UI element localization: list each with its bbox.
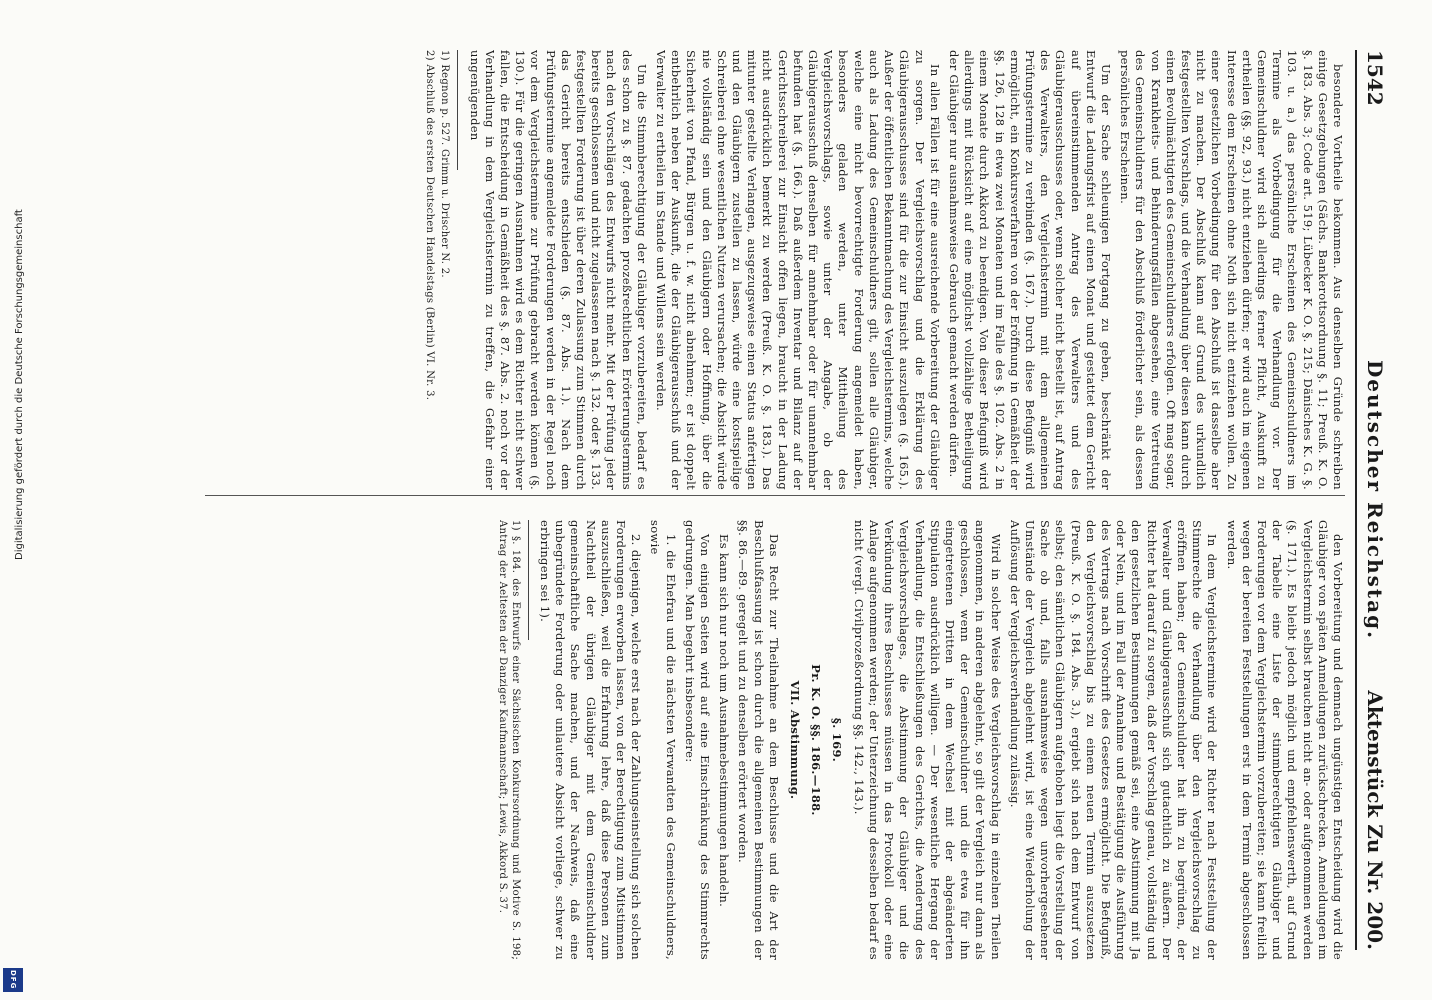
dfg-logo: DFG [3, 968, 23, 992]
footnote-divider [528, 520, 529, 640]
section-reference: Pr. K. O. §§. 186.—188. [809, 664, 824, 816]
paragraph: Das Recht zur Theilnahme an dem Beschlusse und die Art der Beschlußfassung ist schon durch die allgemeinen Bestimmungen der §§. 86.—89. geregelt und zu denselben erörtert worden. [736, 520, 781, 960]
paragraph: Um der Sache schleunigen Fortgang zu geben, beschränkt der Entwurf die Ladungsfrist auf einen Monat und gestattet dem Gericht auf übereinstimmenden Antrag des Verwalters und des Gläubigerausschusses oder, wenn solcher nicht bestellt ist, auf Antrag des Verwalters, den Vergleichstermin mit dem allgemeinen Prüfungstermine zu verbinden (§. 167.). Durch diese Befugniß wird ermöglicht, ein Konkursverfahren von der Eröffnung in Gemäßheit der §§. 126, 128 in etwa zwei Monaten und im Falle des §. 102. Abs. 2 in einem Monate durch Akkord zu beendigen. Von dieser Befugniß wird allerdings mit Rücksicht auf eine möglichst vollzählige Betheiligung der Gläubiger nur ausnahmsweise Gebrauch gemacht werden dürfen. [946, 50, 1113, 490]
paragraph: besondere Vortheile bekommen. Aus denselben Gründe schreiben einige Gesetzgebungen (Sächs. Bankerottsordnung §. 11; Preuß. K. O. §. 183. Abs. 3; Code art. 519; Lübecker K. O. §. 215; Dänisches K. G. §. 103. u. a.) das persönliche Erscheinen des Gemeinschuldners im Termine als Vorbedingung für die Verhandlung vor. Der Gemeinschuldner wird sich allerdings ferner Pflicht, Auskunft zu ertheilen (§§. 92, 93.) nicht entziehen dürfen; er wird auch im eigenen Interesse dem Erscheinen ohne Noth sich nicht entziehen wollen. Zu einer gesetzlichen Vorbedingung für den Abschluß ist dasselbe aber nicht zu machen. Der Abschluß kann auf Grund des urkundlich festgestellten Vorschlags, und die Verhandlung über diesen kann durch einen Bevollmächtigten des Gemeinschuldners erfolgen. Oft mag sogar, von Krankheits- und Behinderungsfällen abgesehen, eine Vertretung des Gemeinschuldners für den Abschluß förderlicher sein, als dessen persönliches Erscheinen. [1118, 50, 1345, 490]
list-item: 1. die Ehefrau und die nächsten Verwandten des Gemeinschuldners, sowie [648, 520, 678, 960]
digitization-note: Digitalisierung gefördert durch die Deutsche Forschungsgemeinschaft [14, 209, 25, 560]
document-reference: Aktenstück Zu Nr. 200. [1363, 690, 1387, 950]
paragraph: In dem Vergleichstermine wird der Richter nach Feststellung der Stimmrechte die Verhandlung über den Vergleichsvorschlag zu eröffnen haben; der Gemeinschuldner hat ihn zu begründen, der Verwalter und Gläubigerausschuß sich gutachtlich zu äußern. Der Richter hat darauf zu sorgen, daß der Vorschlag genau, vollständig und den gesetzlichen Bestimmungen gemäß sei, eine Abstimmung mit Ja oder Nein, und im Fall der Annahme und Bestätigung die Ausführung des Vertrags nach Vorschrift des Gesetzes ermöglicht. Die Befugniß, den Vergleichsvorschlag bis zu einem neuen Termin auszusetzen (Preuß. K. O. §. 184. Abs. 3.), ergiebt sich nach dem Entwurf von selbst; den sämtlichen Gläubigern aufgehoben liegt die Vorstellung der Sache ob und, falls ausnahmsweise wegen unvorhergesehener Umstände der Vergleich abgelehnt wird, ist eine Wiederholung der Auflösung der Vergleichsverhandlung zulässig. [1007, 520, 1220, 960]
paragraph: den Vorbereitung und demnach ungünstigen Entscheidung wird die Gläubiger von späten Anmeldungen zurückschrecken. Anmeldungen im Vergleichstermin selbst brauchen nicht an- oder aufgenommen werden (§. 171.). Es bleibt jedoch möglich und empfehlenswerth, auf Grund der Tabelle eine Liste der stimmberechtigten Gläubiger und Forderungen vor dem Vergleichstermin vorzubereiten; sie kann freilich wegen der bereiten Feststellungen erst in dem Termin abgeschlossen werden. [1224, 520, 1345, 960]
paragraph: Wird in solcher Weise des Vergleichsvorschlag in einzelnen Theilen angenommen, in anderen abgelehnt, so gilt der Vergleich nur dann als geschlossen, wenn der Gemeinschuldner und die etwa für ihn eingetretenen Dritten in dem Wechsel mit der abgeänderten Stipulation ausdrücklich willigen. — Der wesentliche Hergang der Verhandlung, die Entschließungen des Gerichts, die Aenderung des Vergleichsvorschlages, die Abstimmung der Gläubiger und die Verkündung ihres Beschlusses müssen in das Protokoll oder eine Anlage aufgenommen werden; der Unterzeichnung desselben bedarf es nicht (vergl. Civilprozeßordnung §§. 142., 143.). [851, 520, 1003, 960]
section-title: VII. Abstimmung. [788, 680, 803, 800]
page-title: Deutscher Reichstag. [1363, 359, 1387, 641]
footnote-divider [457, 50, 458, 170]
list-item: 2. diejenigen, welche erst nach der Zahlungseinstellung sich solchen Forderungen erworben lassen, von der Berechtigung zum Mitstimmen auszuschließen, weil die Erfahrung lehre, daß diese Personen zum Nachtheil der übrigen Gläubiger mit dem Gemeinschuldner gemeinschaftliche Sache machen, und der Nachweis, daß eine unbegründete Forderung oder unlautere Absicht vorliege, schwer zu erbringen sei 1). [538, 520, 644, 960]
left-column [215, 50, 1345, 490]
footnote: 2) Abschluß des ersten Deutschen Handelstags (Berlin) VI. Nr. 3. [424, 50, 436, 401]
right-column [215, 520, 1345, 960]
paragraph: Um die Stimmberechtigung der Gläubiger vorzubereiten, bedarf es des schon zu §. 87. gedachten prozeßrechtlichen Erörterungstermins nach den Vorschlägen des Entwurfs nicht mehr. Mit der Prüfung jeder bereits geschlossenen und nicht zugelassenen nach §. 132. oder §. 133. festgestellten Forderung ist über deren Zulassung zum Stimmen durch das Gericht bereits entschieden (§. 87. Abs. 1.). Nach dem Prüfungstermine angemeldete Forderungen werden in der Regel noch vor dem Vergleichstermine zur Prüfung gebracht werden können (§. 130.). Für die geringen Ausnahmen wird es dem Richter nicht schwer fallen, die Entscheidung in Gemäßheit des §. 87. Abs. 2. noch vor der Verhandlung in dem Vergleichstermin zu treffen, die Gefahr einer ungenügenden [467, 50, 649, 490]
section-number: §. 169. [830, 717, 845, 763]
page-header [1355, 50, 1387, 950]
footnote: 1) §. 184. des Entwurfs einer Sächsischen Konkursordnung und Motive S. 198; Antrag der Aeltesten der Danziger Kaufmannschaft; Lewis, Akkord S. 37. [496, 520, 521, 960]
paragraph: Es kann sich nur noch um Ausnahmebestimmungen handeln. [717, 534, 732, 908]
paragraph: Von einigen Seiten wird auf eine Einschränkung des Stimmrechts gedrungen. Man begehrt insbesondere: [682, 520, 713, 960]
footnote: 1) Regnon p. 527. Grimm u. Drischer N. 2. [439, 50, 451, 278]
page-number: 1542 [1363, 50, 1387, 106]
rotated-page-content [165, 0, 1415, 1000]
column-divider [205, 495, 1345, 496]
paragraph: In allen Fällen ist für eine ausreichende Vorbereitung der Gläubiger zu sorgen. Der Vergleichsvorschlag und die Erklärung des Gläubigerausschusses sind für die zur Einsicht auszulegen (§. 165.). Außer der öffentlichen Bekanntmachung des Vergleichstermins, welche auch als Ladung des Gemeinschuldners gilt, sollen alle Gläubiger, welche eine nicht bevorrechtigte Forderung angemeldet haben, besonders geladen werden, unter Mittheilung des Vergleichsvorschlags, sowie unter der Angabe, ob der Gläubigerausschuß denselben für annehmbar oder für unannehmbar befunden hat (§. 166.). Daß außerdem Inventar und Bilanz auf der Gerichtsschreiberei zur Einsicht offen liegen, braucht in der Ladung nicht ausdrücklich bemerkt zu werden (Preuß. K. O. §. 183.). Das mitunter gestellte Verlangen, ausgezugsweise einen Status anfertigen und den Gläubigern zustellen zu lassen, würde eine kostspielige Schreiberei ohne wesentlichen Nutzen verursachen; die Absicht würde nie vollständig sein und den Gläubigern oder Hoffnung, über die Sicherheit von Pfand, Bürgen u. f. w. nicht abnehmen; er ist doppelt entbehrlich neben der Auskunft, die der Gläubigerausschuß und der Verwalter zu ertheilen im Stande und Willens sein werden. [654, 50, 942, 490]
